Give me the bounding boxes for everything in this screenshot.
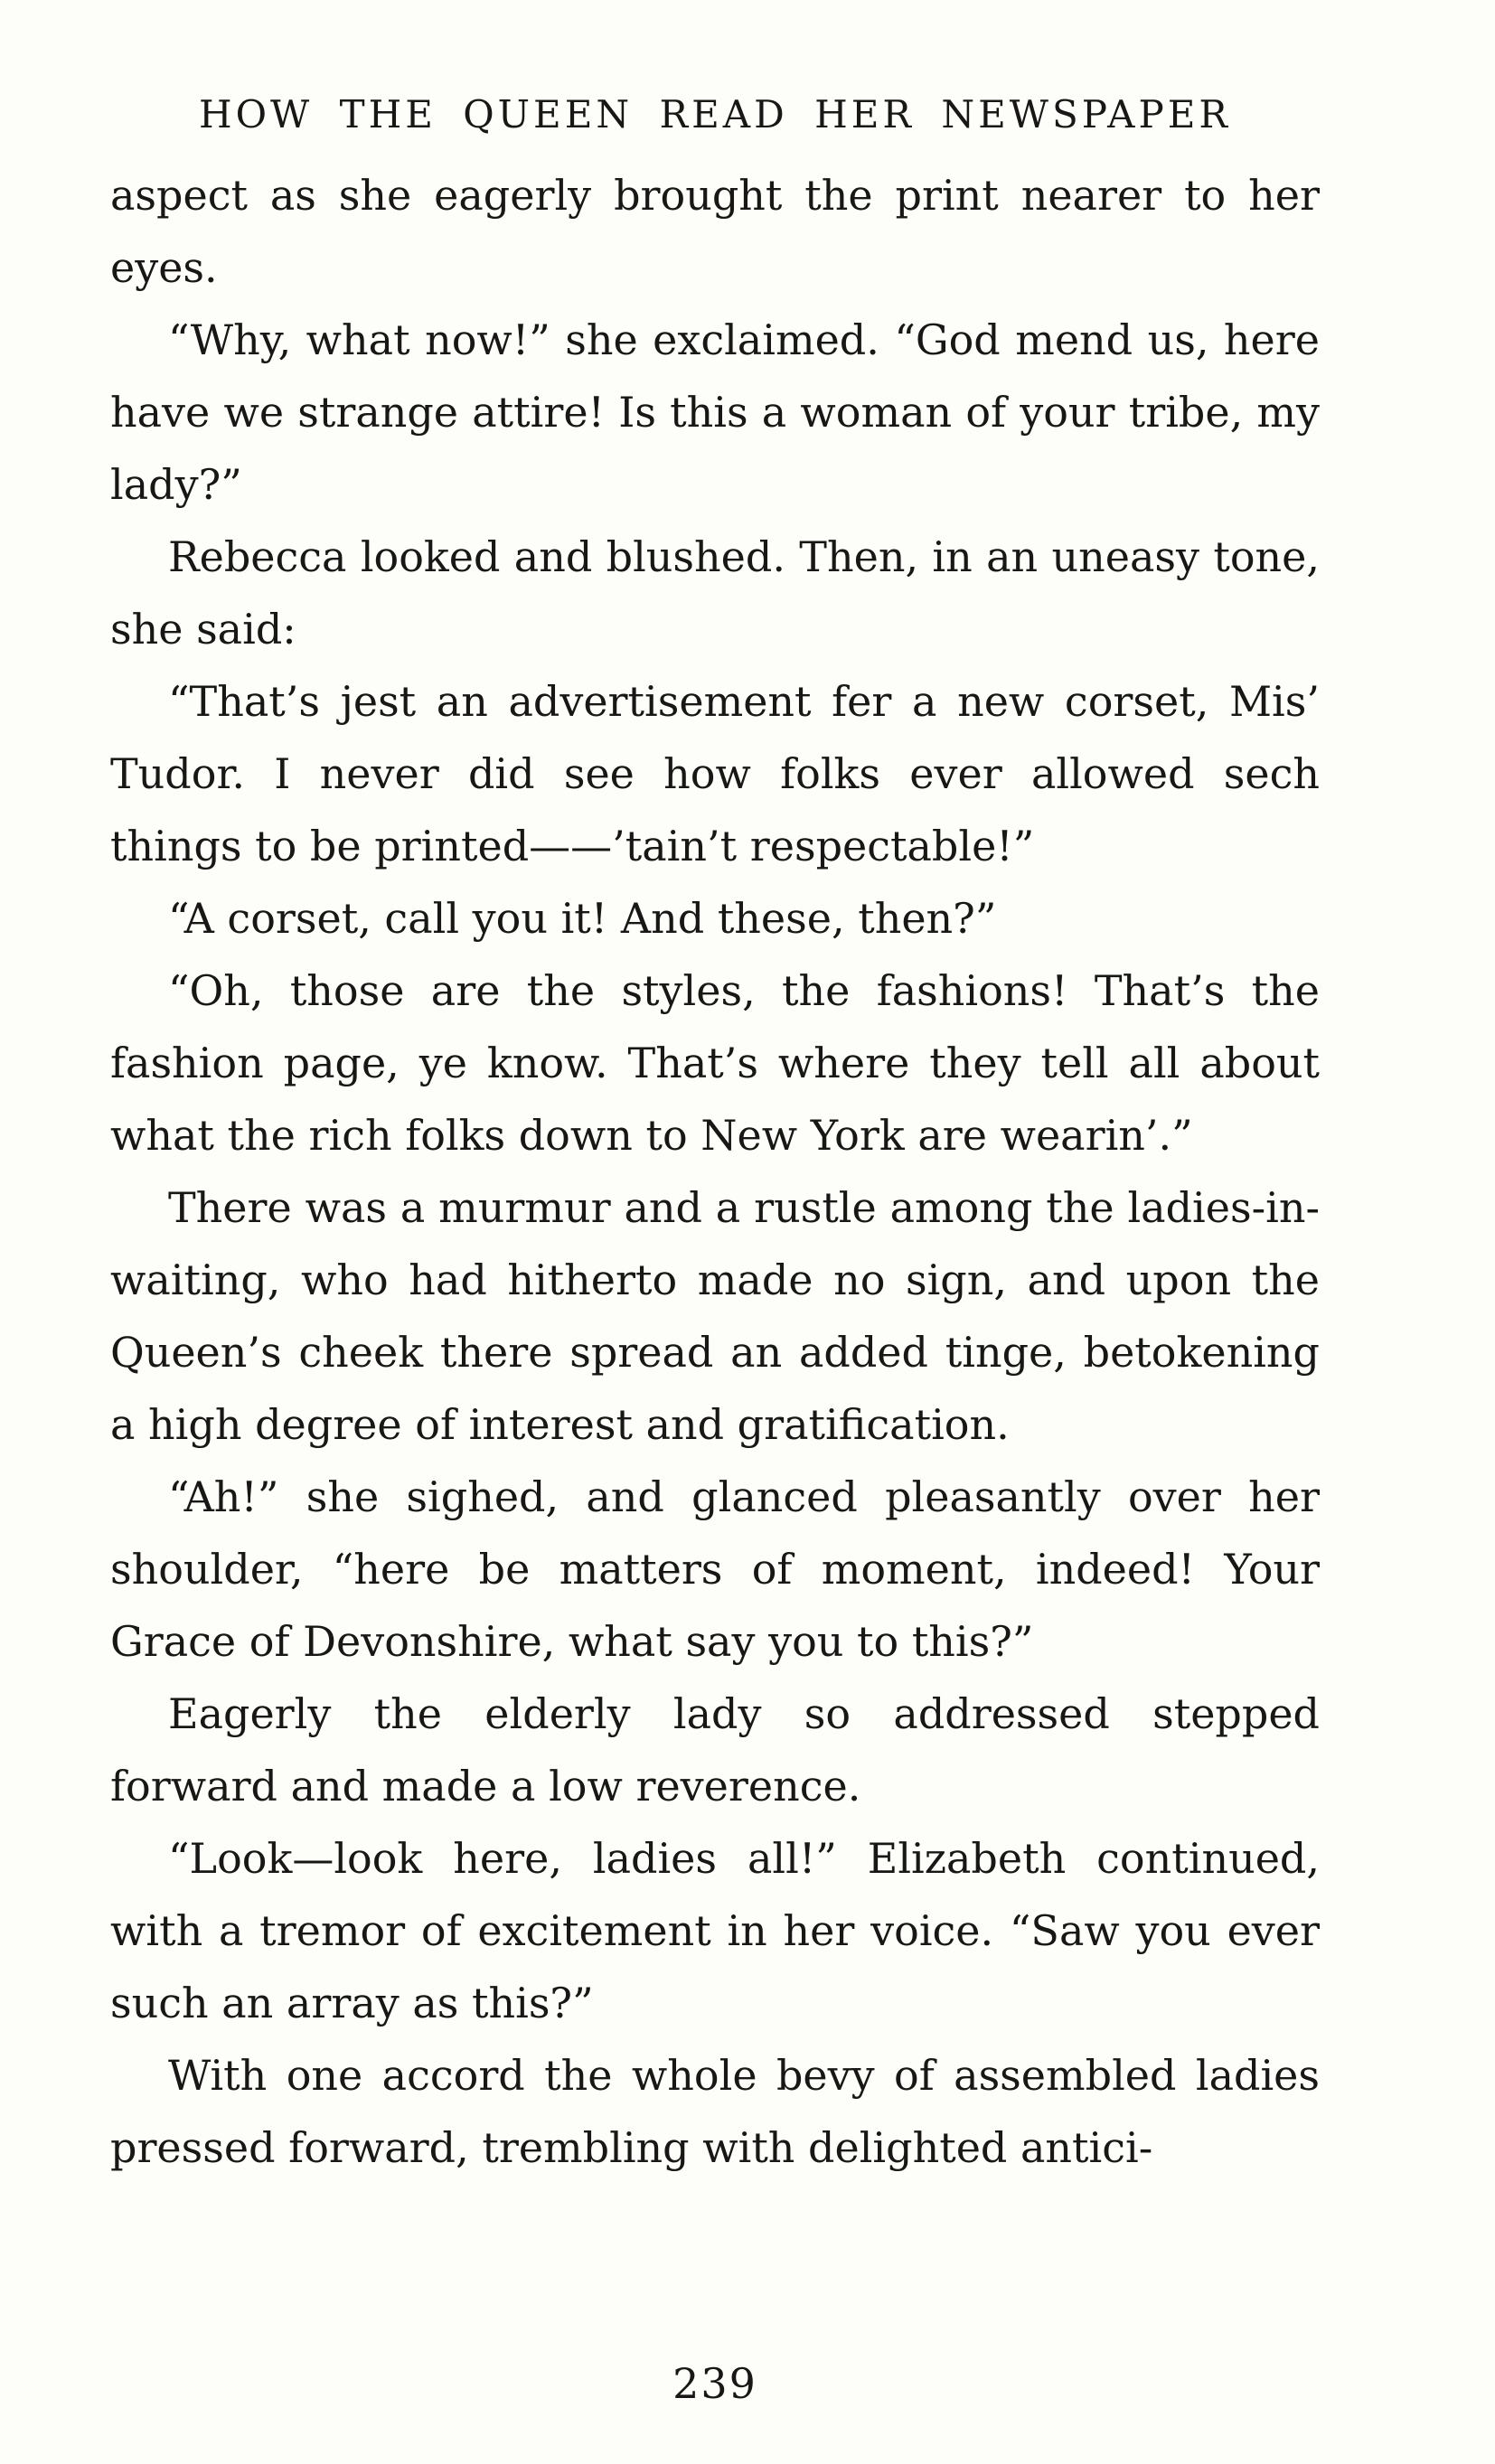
paragraph: Eagerly the elderly lady so addressed stepped forward and made a low reverence. [110, 1689, 1320, 1810]
paragraph: With one accord the whole bevy of assembled ladies pressed forward, trembling with delighted antici- [110, 2051, 1320, 2172]
paragraph: “That’s jest an advertisement fer a new corset, Mis’ Tudor. I never did see how folks ever allowed sech things to be printed——’tain’t respectable!” [110, 677, 1320, 870]
paragraph: There was a murmur and a rustle among the ladies-in-waiting, who had hitherto made no sign, and upon the Queen’s cheek there spread an added tinge, betokening a high degree of interest and gratification. [110, 1183, 1320, 1449]
paragraph: aspect as she eagerly brought the print nearer to her eyes. [110, 171, 1320, 292]
paragraph: “Look—look here, ladies all!” Elizabeth continued, with a tremor of excitement in her voice. “Saw you ever such an array as this?” [110, 1834, 1320, 2027]
page-number: 239 [672, 2359, 757, 2408]
paragraph: “Why, what now!” she exclaimed. “God mend us, here have we strange attire! Is this a woman of your tribe, my lady?” [110, 315, 1320, 509]
running-header: HOW THE QUEEN READ HER NEWSPAPER [198, 92, 1231, 136]
paragraph: Rebecca looked and blushed. Then, in an uneasy tone, she said: [110, 532, 1320, 654]
paragraph: “Oh, those are the styles, the fashions! That’s the fashion page, ye know. That’s where they tell all about what the rich folks down to New York are wearin’.” [110, 966, 1320, 1160]
text-block [110, 159, 1320, 2184]
paragraph: “A corset, call you it! And these, then?” [168, 894, 997, 943]
paragraph: “Ah!” she sighed, and glanced pleasantly over her shoulder, “here be matters of moment, indeed! Your Grace of Devonshire, what say you to this?” [110, 1472, 1320, 1666]
